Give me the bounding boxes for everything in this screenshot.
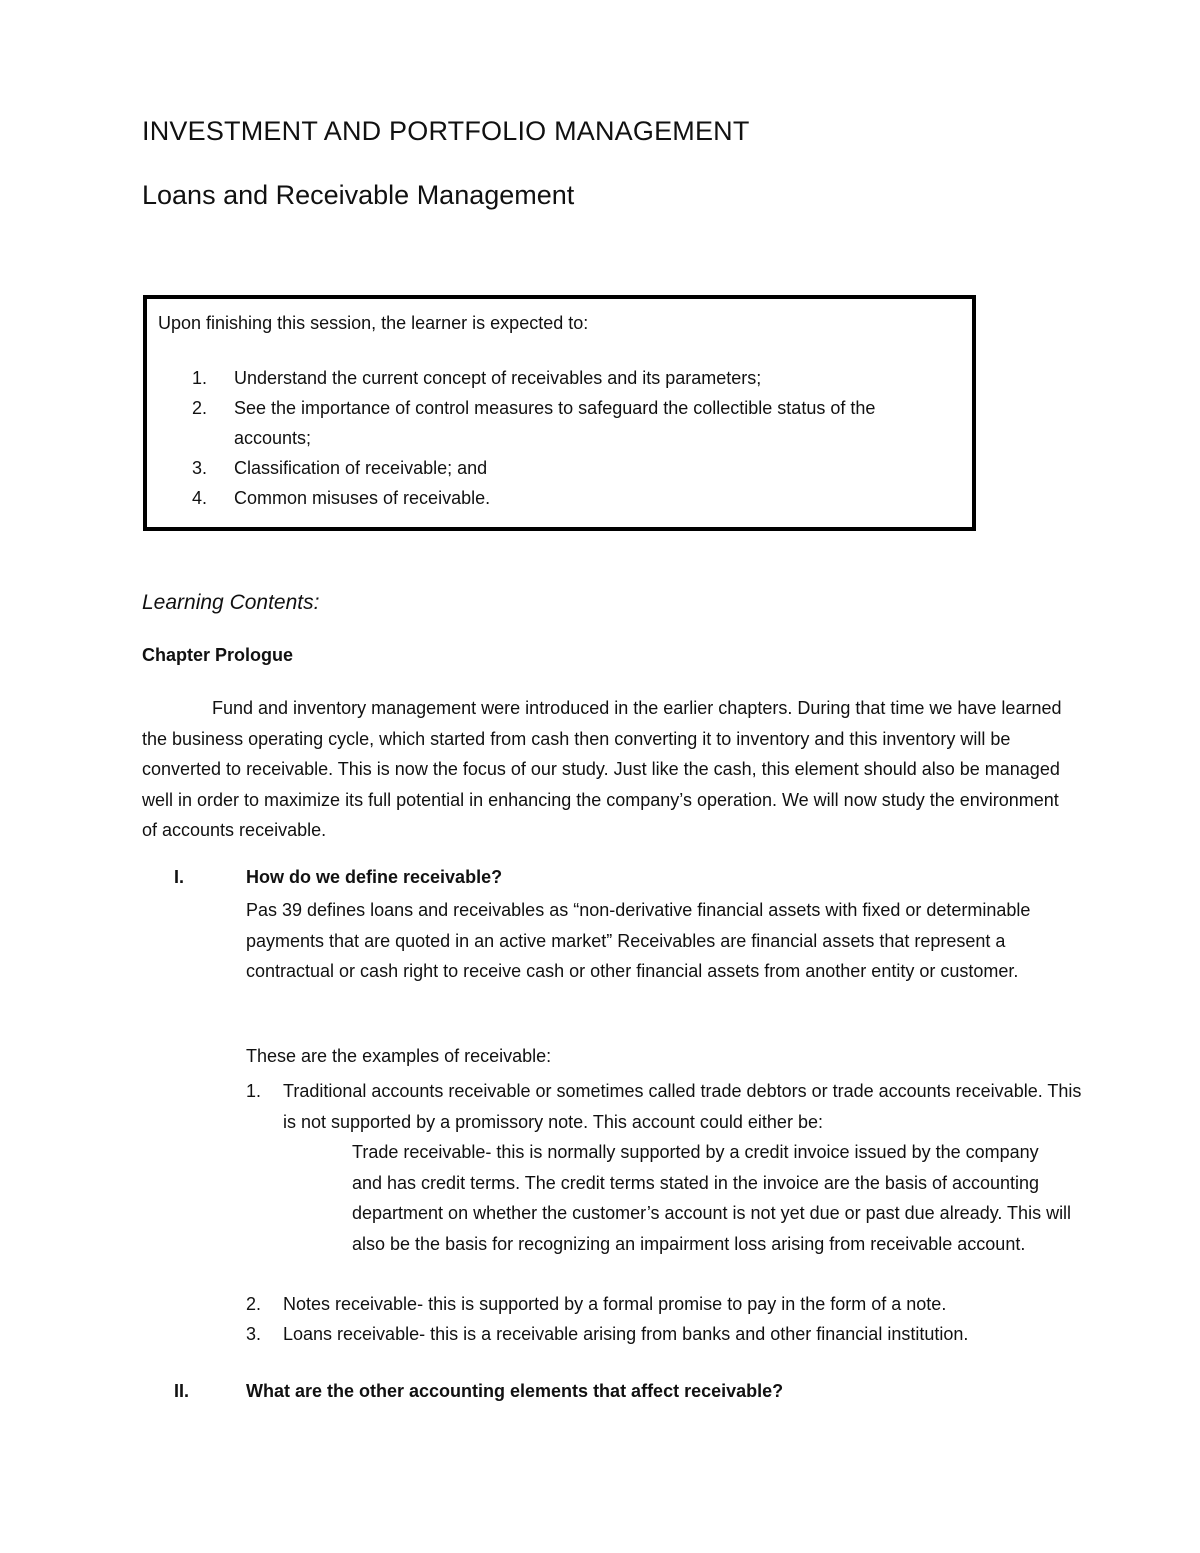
- example-text: Notes receivable- this is supported by a formal promise to pay in the form of a note.: [283, 1294, 947, 1314]
- section-number: I.: [174, 867, 185, 887]
- example-item: [246, 1319, 1086, 1350]
- example-number: 1.: [246, 1081, 262, 1101]
- example-number: 2.: [246, 1294, 262, 1314]
- section-heading: How do we define receivable?: [246, 867, 503, 887]
- objective-number: 1.: [192, 368, 208, 388]
- objective-item: [192, 453, 954, 483]
- examples-intro: These are the examples of receivable:: [246, 1046, 552, 1066]
- objective-number: 4.: [192, 488, 208, 508]
- objective-number: 3.: [192, 458, 208, 478]
- objectives-box: [143, 295, 976, 531]
- section-heading: What are the other accounting elements that affect receivable?: [246, 1381, 784, 1401]
- document-subtitle: Loans and Receivable Management: [142, 180, 575, 210]
- objective-item: [192, 393, 954, 453]
- example-item: [246, 1289, 1086, 1320]
- objectives-list: [192, 363, 954, 513]
- example-item: [246, 1076, 1086, 1137]
- chapter-prologue-paragraph: Fund and inventory management were introduced in the earlier chapters. During that time we have learned the business operating cycle, which started from cash then converting it to inventory and this inventory will be converted to receivable. This is now the focus of our study. Just like the cash, this element should also be managed well in order to maximize its full potential in enhancing the company’s operation. We will now study the environment of accounts receivable.: [142, 698, 1062, 840]
- objective-item: [192, 363, 954, 393]
- objective-number: 2.: [192, 398, 208, 418]
- learning-contents-heading: Learning Contents:: [142, 591, 320, 614]
- objective-text: See the importance of control measures to safeguard the collectible status of the accounts;: [234, 398, 876, 448]
- objective-text: Understand the current concept of receivables and its parameters;: [234, 368, 762, 388]
- example-text: Loans receivable- this is a receivable arising from banks and other financial institution.: [283, 1324, 969, 1344]
- section-number: II.: [174, 1381, 190, 1401]
- section-definition-paragraph: Pas 39 defines loans and receivables as “non-derivative financial assets with fixed or determinable payments that are quoted in an active market” Receivables are financial assets that represent a contractual or cash right to receive cash or other financial assets from another entity or customer.: [246, 900, 1031, 981]
- example-text: Traditional accounts receivable or sometimes called trade debtors or trade accounts receivable. This is not supported by a promissory note. This account could either be:: [283, 1081, 1082, 1132]
- document-title: INVESTMENT AND PORTFOLIO MANAGEMENT: [142, 116, 750, 146]
- objective-text: Common misuses of receivable.: [234, 488, 491, 508]
- objectives-intro: Upon finishing this session, the learner is expected to:: [158, 313, 589, 333]
- objective-text: Classification of receivable; and: [234, 458, 488, 478]
- example-number: 3.: [246, 1324, 262, 1344]
- trade-receivable-description: Trade receivable- this is normally supported by a credit invoice issued by the company and has credit terms. The credit terms stated in the invoice are the basis of accounting department on whether the customer’s account is not yet due or past due already. This will also be the basis for recognizing an impairment loss arising from receivable account.: [352, 1142, 1072, 1254]
- chapter-prologue-heading: Chapter Prologue: [142, 645, 294, 665]
- objective-item: [192, 483, 954, 513]
